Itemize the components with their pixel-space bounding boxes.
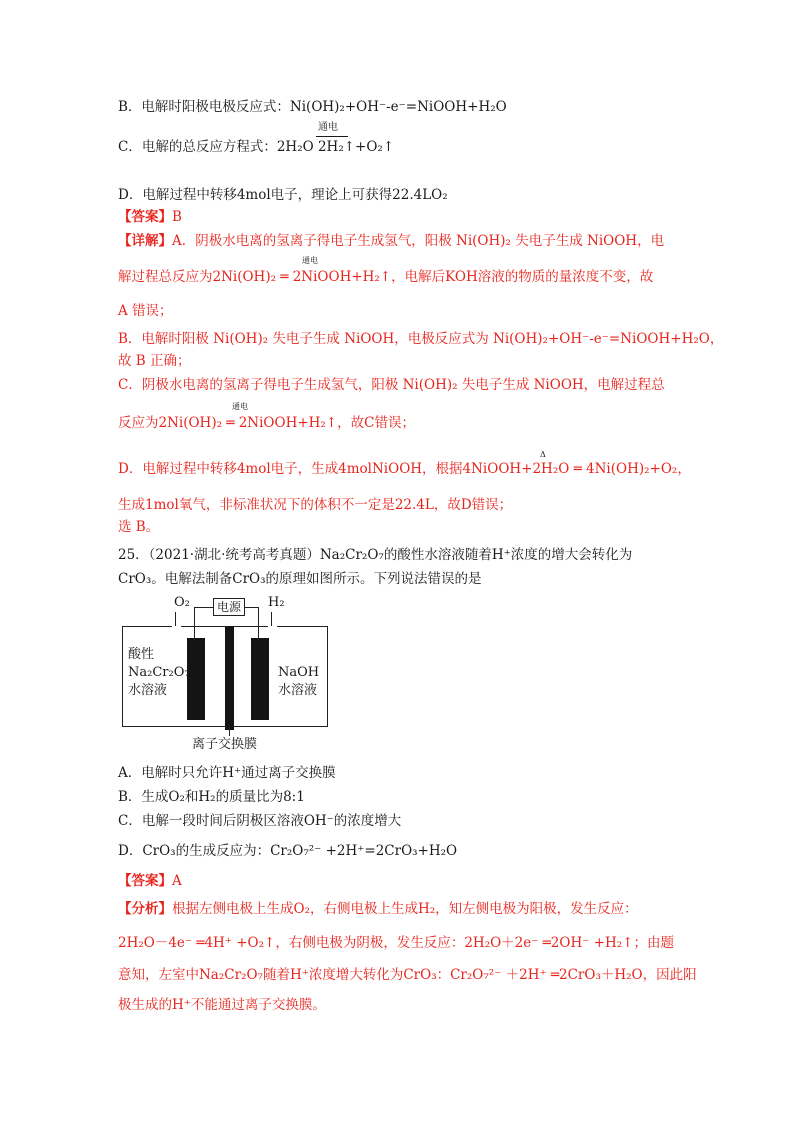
option-d-prev: D．电解过程中转移4mol电子，理论上可获得22.4LO₂ bbox=[118, 187, 448, 203]
tank-gap-left bbox=[172, 624, 181, 628]
analysis-line-3: 意知，左室中Na₂Cr₂O₇随着H⁺浓度增大转化为CrO₃：Cr₂O₇²⁻ ＋2H⁺ ═2CrO₃＋H₂O，因此阳 bbox=[118, 967, 697, 983]
option-c-prev: C．电解的总反应方程式：2H₂O 2H₂↑+O₂↑ bbox=[118, 139, 395, 155]
o2-label: O₂ bbox=[174, 595, 190, 610]
answer-value-2: A bbox=[172, 873, 182, 889]
option-a-25: A．电解时只允许H⁺通过离子交换膜 bbox=[118, 765, 336, 781]
analysis-text-1: 根据左侧电极上生成O₂，右侧电极上生成H₂，知左侧电极为阳极，发生反应： bbox=[172, 901, 638, 917]
left-solution-label-3: 水溶液 bbox=[128, 683, 168, 698]
explain-line-10: 选 B。 bbox=[118, 519, 160, 535]
wire-left-v bbox=[194, 607, 195, 638]
h2-label: H₂ bbox=[268, 595, 285, 610]
explain-line-3: A 错误； bbox=[118, 303, 173, 319]
explain-tag: 【详解】 bbox=[118, 233, 172, 249]
explain-line-9: 生成1mol氧气，非标准状况下的体积不一定是22.4L，故D错误； bbox=[118, 497, 513, 513]
question-25-line-1: 25．（2021·湖北·统考高考真题）Na₂Cr₂O₇的酸性水溶液随着H⁺浓度的增大会转化为 bbox=[118, 547, 633, 563]
membrane-pointer bbox=[229, 726, 230, 736]
option-c-25: C．电解一段时间后阴极区溶液OH⁻的浓度增大 bbox=[118, 813, 402, 829]
right-solution-label-2: 水溶液 bbox=[278, 683, 318, 698]
explain-line-8: D．电解过程中转移4mol电子，生成4molNiOOH，根据4NiOOH+2H₂O ═ 4Ni(OH)₂+O₂， bbox=[118, 461, 691, 477]
question-25-line-2: CrO₃。电解法制备CrO₃的原理如图所示。下列说法错误的是 bbox=[118, 571, 482, 587]
tank-gap-right bbox=[268, 624, 277, 628]
condition-l2: 通电 bbox=[302, 256, 318, 265]
wire-right-v bbox=[258, 607, 259, 638]
right-solution-label-1: NaOH bbox=[278, 665, 320, 680]
ion-exchange-membrane bbox=[225, 626, 234, 730]
option-b-prev: B．电解时阳极电极反应式：Ni(OH)₂+OH⁻-e⁻=NiOOH+H₂O bbox=[118, 99, 507, 115]
explain-line-4: B．电解时阳极 Ni(OH)₂ 失电子生成 NiOOH，电极反应式为 Ni(OH)₂+OH⁻-e⁻=NiOOH+H₂O， bbox=[118, 331, 724, 347]
analysis-tag: 【分析】 bbox=[118, 901, 172, 917]
analysis-line-2: 2H₂O－4e⁻ ═4H⁺ +O₂↑，右侧电极为阴极，发生反应：2H₂O＋2e⁻ ═2OH⁻ +H₂↑；由题 bbox=[118, 935, 674, 951]
answer-line-2 bbox=[118, 870, 182, 892]
answer-tag: 【答案】 bbox=[118, 209, 172, 225]
condition-l7: 通电 bbox=[232, 402, 248, 411]
answer-line-1 bbox=[118, 206, 182, 228]
explain-line-7: 反应为2Ni(OH)₂ ═ 2NiOOH+H₂↑，故C错误； bbox=[118, 415, 415, 431]
wire-right-h bbox=[245, 607, 259, 608]
condition-electrolysis: 通电 bbox=[318, 122, 338, 133]
o2-tube bbox=[175, 612, 176, 626]
analysis-line-4: 极生成的H⁺不能通过离子交换膜。 bbox=[118, 997, 326, 1013]
membrane-label: 离子交换膜 bbox=[192, 737, 258, 752]
explain-line-6: C．阴极水电离的氢离子得电子生成氢气，阳极 Ni(OH)₂ 失电子生成 NiOOH，电解过程总 bbox=[118, 377, 665, 393]
h2-tube bbox=[271, 612, 272, 626]
answer-value: B bbox=[172, 209, 182, 225]
left-solution-label-1: 酸性 bbox=[128, 647, 155, 662]
cathode-electrode bbox=[251, 638, 269, 720]
option-b-25: B．生成O₂和H₂的质量比为8:1 bbox=[118, 789, 305, 805]
left-solution-label-2: Na₂Cr₂O₇ bbox=[128, 665, 190, 680]
explain-line-5: 故 B 正确； bbox=[118, 353, 191, 369]
wire-left-h bbox=[194, 607, 213, 608]
explain-line-2: 解过程总反应为2Ni(OH)₂ ═ 2NiOOH+H₂↑，电解后KOH溶液的物质的量浓度不变，故 bbox=[118, 269, 654, 285]
answer-tag-2: 【答案】 bbox=[118, 873, 172, 889]
explain-text-1: A．阴极水电离的氢离子得电子生成氢气，阳极 Ni(OH)₂ 失电子生成 NiOOH，电 bbox=[172, 233, 665, 249]
analysis-line-1 bbox=[118, 898, 638, 920]
explain-line-1 bbox=[118, 230, 664, 252]
condition-l8: Δ bbox=[540, 450, 546, 459]
option-d-25: D．CrO₃的生成反应为：Cr₂O₇²⁻ +2H⁺=2CrO₃+H₂O bbox=[118, 843, 458, 859]
anode-electrode bbox=[187, 638, 205, 720]
power-source: 电源 bbox=[213, 598, 245, 616]
